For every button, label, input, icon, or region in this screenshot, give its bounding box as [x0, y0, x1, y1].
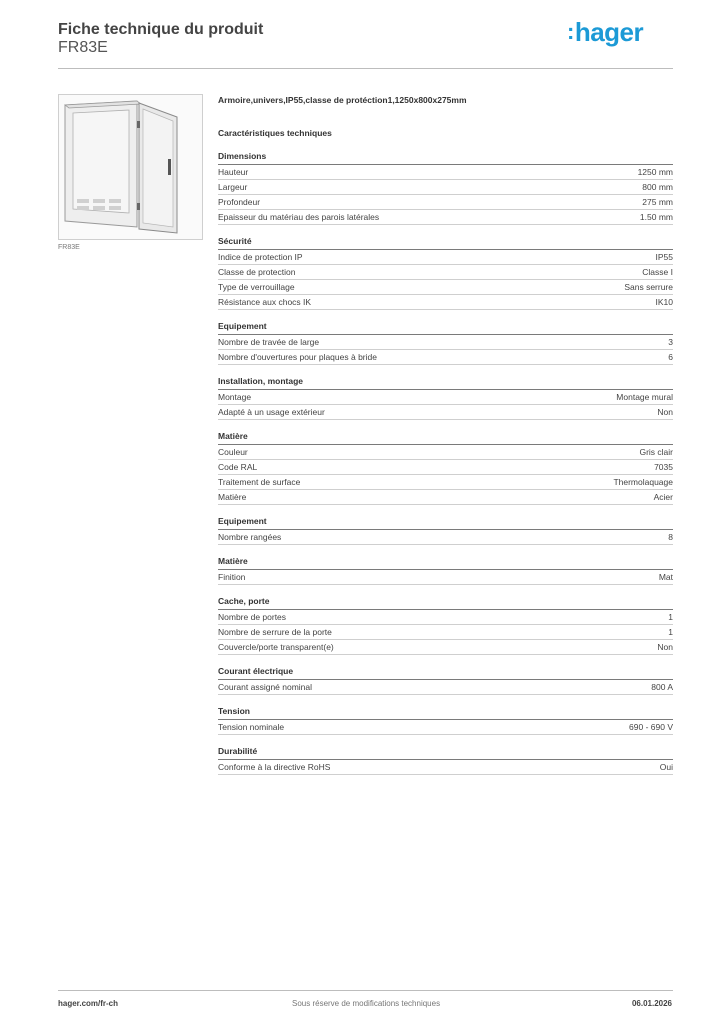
spec-value: 1250 mm	[637, 167, 673, 177]
spec-label: Couvercle/porte transparent(e)	[218, 642, 334, 652]
header-divider	[58, 68, 673, 69]
spec-row	[218, 625, 673, 640]
section-title: Installation, montage	[218, 377, 673, 390]
section-title: Matière	[218, 557, 673, 570]
spec-label: Hauteur	[218, 167, 249, 177]
section-title: Tension	[218, 707, 673, 720]
spec-value: 3	[668, 337, 673, 347]
spec-row	[218, 295, 673, 310]
spec-label: Adapté à un usage extérieur	[218, 407, 325, 417]
logo-dots-icon: :	[567, 19, 574, 44]
spec-value: Classe I	[642, 267, 673, 277]
section-title: Equipement	[218, 322, 673, 335]
spec-label: Résistance aux chocs IK	[218, 297, 312, 307]
spec-section	[218, 432, 673, 505]
spec-row	[218, 335, 673, 350]
product-description: Armoire,univers,IP55,classe de protéction1,1250x800x275mm	[218, 95, 467, 105]
spec-row	[218, 250, 673, 265]
spec-row	[218, 720, 673, 735]
spec-label: Type de verrouillage	[218, 282, 295, 292]
spec-label: Profondeur	[218, 197, 261, 207]
spec-section	[218, 322, 673, 365]
spec-row	[218, 180, 673, 195]
spec-section	[218, 517, 673, 545]
footer-website-link[interactable]: hager.com/fr-ch	[58, 999, 119, 1008]
spec-label: Nombre rangées	[218, 532, 282, 542]
spec-value: 275 mm	[642, 197, 673, 207]
spec-label: Traitement de surface	[218, 477, 301, 487]
footer-date: 06.01.2026	[631, 999, 672, 1008]
hager-logo[interactable]	[567, 17, 643, 48]
spec-row	[218, 680, 673, 695]
spec-label: Couleur	[218, 447, 248, 457]
spec-label: Indice de protection IP	[218, 252, 303, 262]
spec-label: Epaisseur du matériau des parois latérales	[218, 212, 380, 222]
spec-row	[218, 570, 673, 585]
spec-value: Oui	[659, 762, 673, 772]
spec-section	[218, 557, 673, 585]
spec-label: Tension nominale	[218, 722, 285, 732]
spec-label: Courant assigné nominal	[218, 682, 313, 692]
spec-label: Nombre de travée de large	[218, 337, 320, 347]
spec-value: Non	[657, 407, 673, 417]
logo-wordmark: hager	[574, 17, 644, 47]
section-title: Equipement	[218, 517, 673, 530]
section-title: Courant électrique	[218, 667, 673, 680]
spec-row	[218, 265, 673, 280]
spec-row	[218, 195, 673, 210]
spec-label: Finition	[218, 572, 246, 582]
spec-value: 1	[668, 612, 673, 622]
section-title: Sécurité	[218, 237, 673, 250]
image-caption: FR83E	[58, 244, 80, 251]
spec-row	[218, 445, 673, 460]
spec-row	[218, 210, 673, 225]
cabinet-illustration	[59, 95, 202, 239]
spec-label: Code RAL	[218, 462, 258, 472]
spec-row	[218, 490, 673, 505]
spec-value: 1.50 mm	[639, 212, 673, 222]
footer-divider	[58, 990, 673, 991]
spec-row	[218, 280, 673, 295]
section-title: Cache, porte	[218, 597, 673, 610]
spec-value: IP55	[655, 252, 673, 262]
spec-row	[218, 350, 673, 365]
spec-row	[218, 640, 673, 655]
spec-row	[218, 760, 673, 775]
spec-section	[218, 377, 673, 420]
spec-row	[218, 475, 673, 490]
spec-value: Montage mural	[616, 392, 673, 402]
spec-content	[218, 95, 673, 775]
spec-label: Nombre de serrure de la porte	[218, 627, 332, 637]
spec-row	[218, 610, 673, 625]
spec-value: 7035	[654, 462, 673, 472]
spec-value: Sans serrure	[624, 282, 673, 292]
section-title: Durabilité	[218, 747, 673, 760]
spec-row	[218, 390, 673, 405]
spec-value: Non	[657, 642, 673, 652]
spec-value: Mat	[658, 572, 673, 582]
spec-label: Conforme à la directive RoHS	[218, 762, 331, 772]
spec-row	[218, 530, 673, 545]
spec-label: Largeur	[218, 182, 248, 192]
footer-notice: Sous réserve de modifications techniques	[292, 999, 441, 1008]
product-image	[58, 94, 203, 240]
spec-section	[218, 237, 673, 310]
spec-label: Nombre de portes	[218, 612, 287, 622]
spec-label: Matière	[218, 492, 247, 502]
section-title: Matière	[218, 432, 673, 445]
technical-characteristics-heading: Caractéristiques techniques	[218, 128, 332, 138]
spec-label: Montage	[218, 392, 252, 402]
spec-value: 6	[668, 352, 673, 362]
spec-label: Classe de protection	[218, 267, 296, 277]
product-code: FR83E	[58, 39, 108, 56]
spec-row	[218, 460, 673, 475]
spec-value: Thermolaquage	[613, 477, 673, 487]
spec-section	[218, 597, 673, 655]
spec-row	[218, 405, 673, 420]
spec-label: Nombre d'ouvertures pour plaques à bride	[218, 352, 377, 362]
spec-section	[218, 152, 673, 225]
section-title: Dimensions	[218, 152, 673, 165]
spec-section	[218, 667, 673, 695]
spec-value: Acier	[653, 492, 673, 502]
spec-value: IK10	[655, 297, 673, 307]
spec-value: 8	[668, 532, 673, 542]
page-title: Fiche technique du produit	[58, 21, 264, 38]
spec-value: 690 - 690 V	[629, 722, 673, 732]
spec-value: Gris clair	[639, 447, 673, 457]
spec-row	[218, 165, 673, 180]
spec-section	[218, 707, 673, 735]
spec-value: 1	[668, 627, 673, 637]
spec-value: 800 A	[651, 682, 673, 692]
spec-section	[218, 747, 673, 775]
spec-sections	[218, 152, 673, 775]
spec-value: 800 mm	[642, 182, 673, 192]
